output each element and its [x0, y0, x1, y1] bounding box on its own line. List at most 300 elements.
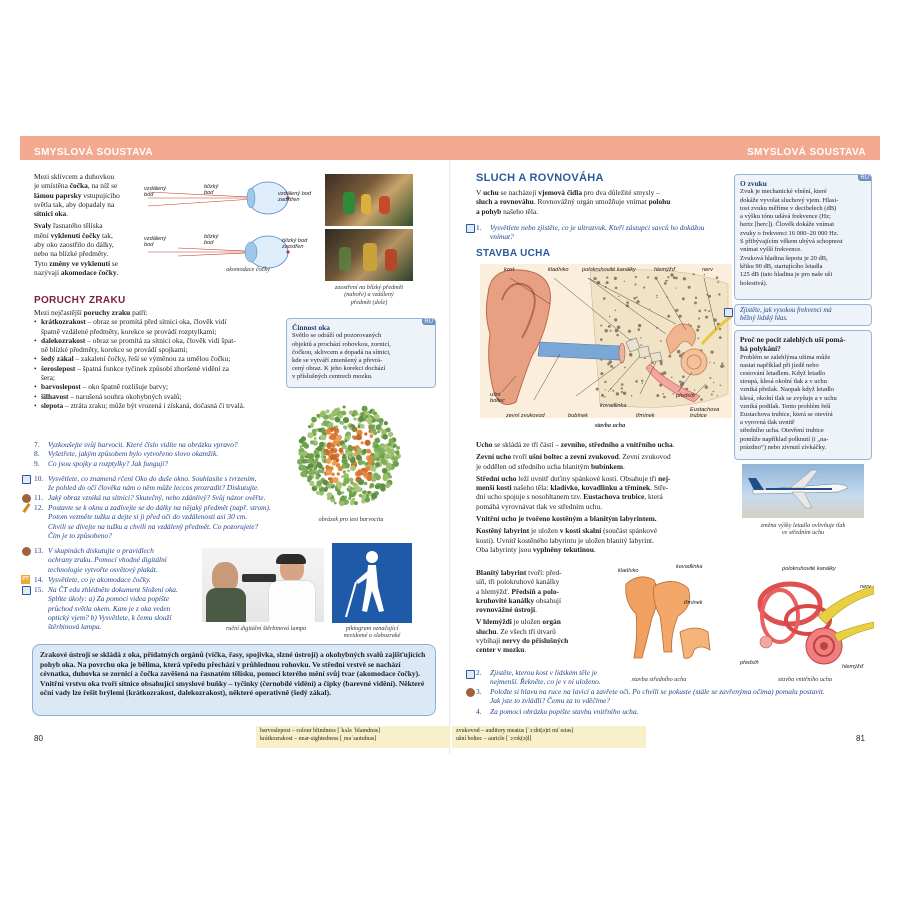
disorders-intro: Mezi nejčastější poruchy zraku patří: [34, 308, 148, 317]
plate-dot [325, 465, 329, 469]
plate-dot [362, 494, 367, 499]
plate-dot [386, 463, 392, 469]
plate-dot [372, 419, 376, 423]
plate-dot [330, 416, 334, 420]
plate-dot [365, 469, 368, 472]
plate-dot [361, 441, 364, 444]
bone-texture-dot [621, 387, 623, 389]
malleus-shape [626, 577, 658, 658]
plate-dot [328, 477, 331, 480]
ear-label-cochlea: hlemýžď [654, 267, 676, 273]
plate-dot [300, 471, 306, 477]
plate-dot [371, 428, 376, 433]
plate-dot [393, 461, 399, 467]
question-r3: 3. Položte si hlavu na ruce na lavici a zavřete oči. Po chvíli se pokuste (stále se zavřenýma očima) pomalu postavit. Jak jste to zvládli? Čemu za to vděčíme? [476, 687, 825, 706]
plate-dot [366, 449, 371, 454]
list-item: • šedý zákal – zakalení čočky, řeší se výměnou za umělou čočku; [34, 354, 284, 363]
plate-dot [341, 411, 346, 416]
bone-texture-dot [615, 287, 618, 290]
question-15: 15. Na ČT edu zhlédněte dokument Složení oka. Splňte úkoly: a) Za pomoci videa popište průchod světla okem. Kam je z oka veden optický vjem? b) Vysvětlete, k čemu slouží štěrbinová lampa. [34, 585, 178, 632]
ishihara-caption: obrázek pro test barvocitu [318, 516, 384, 523]
label-far-focus: vzdálený bod zaostřen [278, 191, 311, 203]
plate-dot [314, 449, 319, 454]
label-far-point-2: vzdálený bod [144, 236, 167, 248]
bone-texture-dot [596, 388, 599, 391]
bone-texture-dot [668, 355, 671, 358]
plate-dot [373, 441, 377, 445]
semicircular-canal-shape [760, 584, 820, 624]
plate-dot [335, 425, 338, 428]
box-tag: RU [860, 175, 869, 181]
bone-texture-dot [629, 353, 632, 356]
ear-label-incus: kovadlinka [600, 403, 627, 409]
plate-dot [298, 452, 301, 455]
list-item: • dalekozrakost – obraz se promítá za sítnici oka, člověk vidí špat- ně blízké předměty, korekce se provádí spojkami; [34, 336, 284, 355]
inner-label-cochlea: hlemýžď [842, 664, 864, 670]
plate-dot [330, 434, 336, 440]
plate-dot [369, 485, 372, 488]
plate-dot [332, 462, 336, 466]
bone-texture-dot [610, 330, 612, 332]
middle-ear-illustration [604, 566, 722, 686]
photo-caption: zaostření na blízký předmět (nahoře) a vzdálený předmět (dole) [334, 284, 404, 306]
bone-texture-dot [709, 362, 710, 363]
plate-dot [389, 438, 394, 443]
ear-label-bone: kost [504, 267, 515, 273]
blind-person-icon [332, 543, 412, 623]
bone-texture-dot [624, 367, 626, 369]
bone-texture-dot [711, 394, 713, 396]
plate-dot [314, 437, 317, 440]
bone-texture-dot [597, 281, 600, 284]
computer-icon [724, 308, 733, 317]
plate-dot [339, 501, 344, 506]
lens-intro-text [34, 172, 154, 277]
textbook-spread [20, 136, 880, 754]
plate-dot [321, 467, 324, 470]
ear-label-stapes: třmínek [636, 413, 655, 419]
question-r2: 2. Zjistěte, kterou kost v lidském těle je nejmenší. Řekněte, co je v ní uloženo. [476, 668, 601, 687]
video-icon [22, 586, 31, 595]
plate-dot [342, 444, 347, 449]
plate-dot [350, 481, 353, 484]
bone-texture-dot [693, 273, 695, 275]
bone-texture-dot [698, 310, 701, 313]
plate-dot [304, 444, 309, 449]
accommodation-caption: akomodace čočky [226, 266, 270, 273]
photo-near-focus [325, 174, 413, 226]
left-glossary: barvoslepost – colour blindness [ˈkʌlə ˈblaɪndnəs] krátkozrakost – near-sightedness [ˌnɪəˈsaɪtɪdnəs] [256, 726, 450, 748]
bone-texture-dot [652, 362, 654, 364]
bone-texture-dot [635, 276, 637, 278]
labyrinth-text: Blanitý labyrint tvoří: před- síň, tři polokruhové kanálky a hlemýžď. Předsíň a polo- kruhovité kanálky obsahují rovnovážné ústrojí. V hlemýždi je uložen orgán sluchu. Ze všech tří útvarů vybíhají nervy do příslušných center v mozku. [476, 568, 569, 655]
plate-dot [367, 491, 370, 494]
plate-dot [341, 421, 345, 425]
computer-icon [466, 224, 475, 233]
plate-dot [342, 464, 347, 469]
computer-icon [22, 475, 31, 484]
plate-dot [383, 469, 387, 473]
bone-texture-dot [615, 310, 617, 312]
left-header-title: SMYSLOVÁ SOUSTAVA [34, 147, 154, 158]
plate-dot [388, 450, 393, 455]
question-8: 8. Vyšetřete, jakým způsobem bylo vytvořeno slovo okamžik. [34, 449, 219, 459]
activity-box-text: Světlo se odráží od pozorovaných objektů a prochází rohovkou, zornicí, čočkou, sklivcem a dopadá na sítnici, kde se vytváří zmenšený a převrá- cený obraz. K jeho korekci dochází v příslušných centrech mozku. [292, 332, 391, 381]
list-item: • šilhavost – narušená souhra okohybných svalů; [34, 392, 284, 401]
disorders-items [34, 317, 284, 410]
bone-texture-dot [682, 375, 685, 378]
plate-dot [331, 410, 337, 416]
plate-dot [343, 478, 349, 484]
plate-dot [357, 448, 362, 453]
left-header-band [20, 136, 450, 160]
plate-dot [300, 465, 305, 470]
bone-texture-dot [636, 297, 638, 299]
plate-dot [308, 463, 314, 469]
plate-dot [353, 492, 356, 495]
lens-intro-line: nazývají akomodace čočky. [34, 267, 119, 277]
bone-texture-dot [656, 297, 657, 298]
bone-texture-dot [675, 309, 678, 312]
plate-dot [349, 427, 352, 430]
plate-dot [396, 446, 400, 450]
plate-dot [310, 424, 314, 428]
bone-texture-dot [694, 302, 697, 305]
plate-dot [342, 458, 348, 464]
plate-dot [395, 450, 400, 455]
plate-dot [346, 452, 349, 455]
ear-label-malleus: kladívko [548, 267, 569, 273]
list-item: • krátkozrakost – obraz se promítá před sítnici oka, člověk vidí špatně vzdálené předměty, korekce se provádí rozptylkami; [34, 317, 284, 336]
bone-texture-dot [683, 277, 686, 280]
activity-info-box [286, 318, 436, 388]
bone-texture-dot [594, 277, 597, 280]
middle-ear-caption: stavba středního ucha [631, 676, 687, 683]
bone-texture-dot [700, 398, 703, 401]
plate-dot [375, 484, 380, 489]
plate-dot [316, 462, 322, 468]
question-14: 14. Vysvětlete, co je akomodace čočky. [34, 575, 151, 584]
bone-texture-dot [663, 396, 666, 399]
plate-dot [382, 434, 388, 440]
bone-texture-dot [612, 390, 614, 392]
bone-texture-dot [709, 377, 711, 379]
hearing-heading: SLUCH A ROVNOVÁHA [476, 172, 604, 184]
bone-texture-dot [600, 325, 602, 327]
question-12: 12. Postavte se k oknu a zadívejte se do dálky na nějaký předmět (např. strom). Potom vezměte tužku a dejte si ji před oči do vzdálenosti asi 30 cm. Chvíli se dívejte na tužku a chvíli na vzdálený předmět. Co pozorujete? Čím je to způsobeno? [34, 503, 271, 540]
plate-dot [350, 487, 353, 490]
ear-label-canals: polokruhovité kanálky [582, 267, 636, 273]
plate-dot [375, 462, 379, 466]
lens-intro-line: aby oko zaostřilo do dálky, [34, 240, 114, 250]
plate-dot [331, 448, 334, 451]
plate-dot [356, 434, 362, 440]
bone-texture-dot [720, 385, 722, 387]
plate-dot [331, 486, 334, 489]
find-out-text: Zjistěte, jak vysokou frekvenci má běžný lidský hlas. [740, 307, 832, 323]
plate-dot [315, 475, 319, 479]
plate-dot [326, 458, 332, 464]
plate-dot [385, 483, 390, 488]
plate-dot [384, 421, 388, 425]
plate-dot [370, 466, 376, 472]
middle-label-malleus: kladívko [618, 568, 639, 574]
plate-dot [354, 501, 358, 505]
plate-dot [316, 491, 320, 495]
bone-texture-dot [644, 357, 646, 359]
list-item: • šeroslepost – špatná funkce tyčinek způsobí zhoršené vidění za šera; [34, 364, 284, 383]
airplane-photo [742, 464, 864, 518]
bone-texture-dot [601, 394, 604, 397]
bone-texture-dot [681, 353, 682, 354]
plate-dot [348, 445, 352, 449]
bone-texture-dot [635, 284, 637, 286]
bone-texture-dot [721, 363, 723, 365]
bone-texture-dot [705, 385, 708, 388]
blind-pictogram-caption: piktogram označující nevidomé a slabozraké [343, 625, 401, 640]
bone-texture-dot [640, 337, 641, 338]
plate-dot [363, 491, 367, 495]
airplane-icon [742, 464, 864, 518]
bone-texture-dot [679, 315, 682, 318]
bone-texture-dot [608, 325, 611, 328]
bone-texture-dot [677, 350, 681, 354]
bone-texture-dot [717, 395, 718, 396]
question-r4: 4. Za pomoci obrázku popište stavbu vnitřního ucha. [476, 707, 639, 716]
bone-texture-dot [656, 394, 659, 397]
plate-dot [368, 455, 373, 460]
question-11: 11. Jaký obraz vzniká na sítnici? Skutečný, nebo zdánlivý? Svůj názor ověřte. [34, 493, 266, 502]
vestibular-nerve-shape [818, 586, 874, 624]
bone-texture-dot [614, 318, 617, 321]
bone-texture-dot [600, 338, 603, 341]
plate-dot [344, 496, 347, 499]
ear-label-nerve: nerv [702, 267, 713, 273]
inner-label-nerve: nerv [860, 584, 871, 590]
plate-dot [316, 414, 319, 417]
bone-texture-dot [604, 381, 606, 383]
lens-intro-line: světla tak, aby dopadaly na [34, 199, 115, 209]
plate-dot [367, 476, 373, 482]
blind-pictogram [332, 543, 412, 623]
ear-label-auricle: ušní boltec [490, 392, 505, 404]
bone-texture-dot [614, 277, 617, 280]
eardrum-shape [619, 343, 625, 363]
plate-dot [307, 432, 313, 438]
plate-dot [307, 479, 310, 482]
plate-dot [380, 443, 386, 449]
lens-intro-line: Svaly řasnatého tělíska [34, 221, 103, 231]
lens-intro-line: lámou paprsky vstupujícího [34, 190, 120, 200]
bone-texture-dot [675, 277, 678, 280]
bone-texture-dot [626, 301, 629, 304]
plate-dot [311, 417, 317, 423]
bone-texture-dot [660, 340, 662, 342]
plane-info-box [734, 330, 872, 460]
bone-texture-dot [618, 296, 619, 297]
plate-dot [336, 435, 342, 441]
plate-dot [322, 480, 327, 485]
plate-dot [349, 456, 352, 459]
plate-dot [360, 412, 364, 416]
label-near-point: blízký bod [204, 184, 219, 196]
plate-dot [366, 462, 369, 465]
plate-dot [311, 458, 314, 461]
plate-dot [358, 479, 364, 485]
plate-dot [350, 502, 354, 506]
bone-texture-dot [681, 382, 684, 385]
bone-texture-dot [671, 377, 673, 379]
disorders-list [34, 308, 284, 410]
bone-texture-dot [694, 390, 695, 391]
plate-dot [381, 486, 385, 490]
plate-dot [357, 470, 363, 476]
page-number-left: 80 [34, 734, 43, 743]
find-out-box [734, 304, 872, 326]
bone-texture-dot [673, 393, 675, 395]
plate-dot [310, 440, 314, 444]
bone-texture-dot [697, 325, 700, 328]
lens-thick-icon [245, 242, 257, 262]
bone-texture-dot [688, 286, 691, 289]
bone-texture-dot [713, 391, 715, 393]
plate-dot [332, 477, 338, 483]
hearing-intro: V uchu se nacházejí vjemová čidla pro dva důležité smysly – sluch a rovnováhu. Rovnovážný orgán umožňuje vnímat polohu a pohyb našeho těla. [476, 188, 671, 216]
plate-dot [343, 454, 346, 457]
bone-texture-dot [719, 336, 722, 339]
bone-texture-dot [717, 281, 719, 283]
pt-icon: PT [22, 576, 29, 582]
bone-texture-dot [631, 395, 633, 397]
plate-dot [326, 470, 332, 476]
plate-dot [371, 477, 376, 482]
bone-texture-dot [698, 318, 700, 320]
sound-box-title: O zvuku [740, 179, 767, 188]
summary-box: Zrakové ústrojí se skládá z oka, přídatných orgánů (víčka, řasy, spojivka, slzné ústrojí) a okohybných svalů zajišťujících pohyb oka. Na povrchu oka je bělima, která vpředu přechází v průhlednou rohovku. Ve střední vrstvě se nachází cévnatka, duhovka se zornicí a čočka zavěšená na řasnatém tělísku, pomocí kterého mění svůj tvar (akomodace čočky). Vnitřní vrstvu oka tvoří sítnice obsahující smyslové buňky – tyčinky (černobílé vidění) a čípky (barevné vidění). Některé oční vady lze řešit brýlemi (krátkozrakost, dalekozrakost), některé operativně (šedý zákal). [32, 644, 436, 716]
lens-intro-line: sítnici oka. [34, 209, 69, 219]
lens-intro-line: Mezi sklivcem a duhovkou [34, 172, 115, 181]
bone-texture-dot [615, 329, 618, 332]
bone-texture-dot [696, 329, 699, 332]
bone-texture-dot [649, 308, 650, 309]
plate-dot [323, 452, 326, 455]
plate-dot [370, 434, 374, 438]
plate-dot [347, 469, 350, 472]
bone-texture-dot [675, 288, 676, 289]
bone-texture-dot [716, 276, 719, 279]
bone-texture-dot [636, 300, 639, 303]
box-tag: RU [424, 319, 433, 325]
plate-dot [320, 434, 326, 440]
question-9: 9. Co jsou spojky a rozptylky? Jak fungují? [34, 458, 169, 468]
label-far-point: vzdálený bod [144, 186, 167, 198]
computer-icon [466, 670, 475, 679]
plate-dot [343, 426, 347, 430]
label-near-point-2: blízký bod [204, 234, 219, 246]
plate-dot [388, 432, 393, 437]
list-item: • slepota – ztráta zraku; může být vrozená i získaná, dočasná či trvalá. [34, 401, 284, 410]
plate-dot [365, 440, 371, 446]
bone-texture-dot [714, 362, 716, 364]
bone-texture-dot [623, 392, 626, 395]
bone-texture-dot [641, 380, 643, 382]
plate-dot [364, 482, 368, 486]
plate-dot [320, 411, 326, 417]
bone-texture-dot [666, 280, 668, 282]
plate-dot [359, 494, 363, 498]
bone-texture-dot [664, 282, 667, 285]
page-number-right: 81 [856, 734, 865, 743]
bone-texture-dot [633, 297, 636, 300]
plate-dot [300, 455, 305, 460]
plate-dot [356, 455, 362, 461]
plate-dot [385, 454, 390, 459]
plate-dot [327, 492, 333, 498]
question-r1: 1. Vysvětlete nebo zjistěte, co je ultrazvuk. Kteří zástupci savců ho dokážou vnímat? [476, 223, 705, 242]
plate-dot [314, 467, 317, 470]
plate-dot [352, 411, 356, 415]
experiment-icon [466, 688, 475, 697]
bone-texture-dot [656, 295, 658, 297]
plate-dot [376, 492, 379, 495]
plate-dot [386, 428, 391, 433]
plate-dot [393, 445, 396, 448]
plate-dot [329, 466, 333, 470]
plate-dot [378, 449, 384, 455]
bone-texture-dot [605, 389, 606, 390]
plate-dot [315, 485, 318, 488]
plate-dot [367, 414, 370, 417]
bone-texture-dot [647, 276, 649, 278]
plate-dot [352, 453, 356, 457]
inner-label-canals: polokruhovité kanálky [782, 566, 836, 572]
bone-texture-dot [642, 383, 643, 384]
plate-dot [328, 422, 333, 427]
lens-intro-line: je umístěna čočka, na níž se [34, 181, 118, 191]
plate-dot [343, 406, 346, 409]
right-header-title: SMYSLOVÁ SOUSTAVA [746, 147, 866, 158]
bone-texture-dot [667, 315, 670, 318]
plate-dot [353, 417, 356, 420]
middle-label-stapes: třmínek [684, 600, 703, 606]
page-gutter [449, 160, 451, 754]
bone-texture-dot [600, 372, 603, 375]
plate-dot [334, 502, 337, 505]
bone-texture-dot [604, 396, 606, 398]
right-header-band [450, 136, 880, 160]
plate-dot [318, 428, 322, 432]
ear-label-vestibule: předsíň [676, 393, 695, 399]
middle-label-incus: kovadlinka [676, 564, 703, 570]
activity-box-title: Činnost oka [292, 323, 330, 332]
disorders-heading: PORUCHY ZRAKU [34, 295, 126, 306]
plate-dot [362, 406, 368, 412]
bone-texture-dot [670, 273, 673, 276]
bone-texture-dot [704, 274, 706, 276]
bone-texture-dot [638, 328, 641, 331]
bone-texture-dot [638, 324, 641, 327]
ishihara-test-plate [296, 398, 402, 512]
plate-dot [330, 455, 335, 460]
plate-dot [350, 465, 356, 471]
plate-dot [364, 432, 367, 435]
bone-texture-dot [708, 295, 711, 298]
bone-texture-dot [643, 286, 645, 288]
bone-texture-dot [708, 310, 710, 312]
bone-texture-dot [704, 309, 706, 311]
bone-texture-dot [635, 380, 638, 383]
bone-texture-dot [621, 383, 624, 386]
